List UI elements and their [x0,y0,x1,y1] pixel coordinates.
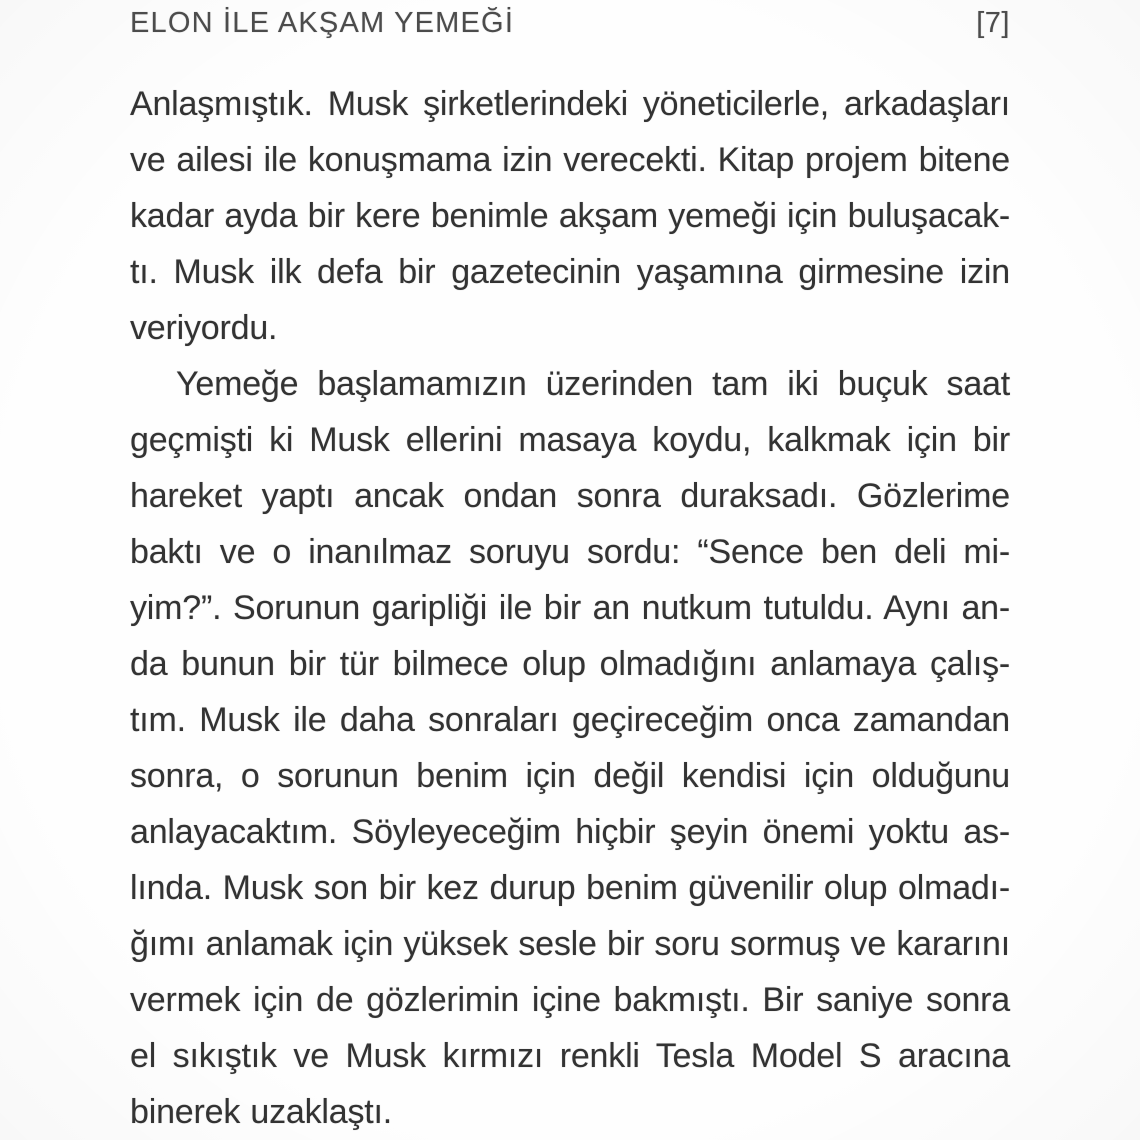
text-line: sonra, o sorunun benim için değil kendisi için olduğunu [130,757,1010,795]
text-line: lında. Musk son bir kez durup benim güvenilir olup olmadı- [130,869,1010,907]
text-line: hareket yaptı ancak ondan sonra duraksadı. Gözlerime [130,477,1010,515]
text-line: geçmişti ki Musk ellerini masaya koydu, kalkmak için bir [130,421,1010,459]
text-line: tı. Musk ilk defa bir gazetecinin yaşamına girmesine izin [130,253,1010,291]
text-line: Yemeğe başlamamızın üzerinden tam iki buçuk saat [176,365,1010,403]
page-header [130,6,1010,40]
text-line: da bunun bir tür bilmece olup olmadığını anlamaya çalış- [130,645,1010,683]
text-line: yim?”. Sorunun garipliği ile bir an nutkum tutuldu. Aynı an- [130,589,1010,627]
text-line: el sıkıştık ve Musk kırmızı renkli Tesla Model S aracına [130,1037,1010,1075]
text-line: baktı ve o inanılmaz soruyu sordu: “Sence ben deli mi- [130,533,1010,571]
text-line: binerek uzaklaştı. [130,1093,392,1131]
text-line: Anlaşmıştık. Musk şirketlerindeki yöneticilerle, arkadaşları [130,85,1010,123]
text-line: kadar ayda bir kere benimle akşam yemeği için buluşacak- [130,197,1010,235]
page-body [130,76,1010,1140]
text-line: tım. Musk ile daha sonraları geçireceğim onca zamandan [130,701,1010,739]
text-line: anlayacaktım. Söyleyeceğim hiçbir şeyin önemi yoktu as- [130,813,1010,851]
text-line: ve ailesi ile konuşmama izin verecekti. Kitap projem bitene [130,141,1010,179]
text-line: veriyordu. [130,309,278,347]
text-line: vermek için de gözlerimin içine bakmıştı. Bir saniye sonra [130,981,1010,1019]
text-line: ğımı anlamak için yüksek sesle bir soru sormuş ve kararını [130,925,1010,963]
running-title: ELON İLE AKŞAM YEMEĞİ [130,7,515,39]
page-number: [7] [976,7,1010,39]
